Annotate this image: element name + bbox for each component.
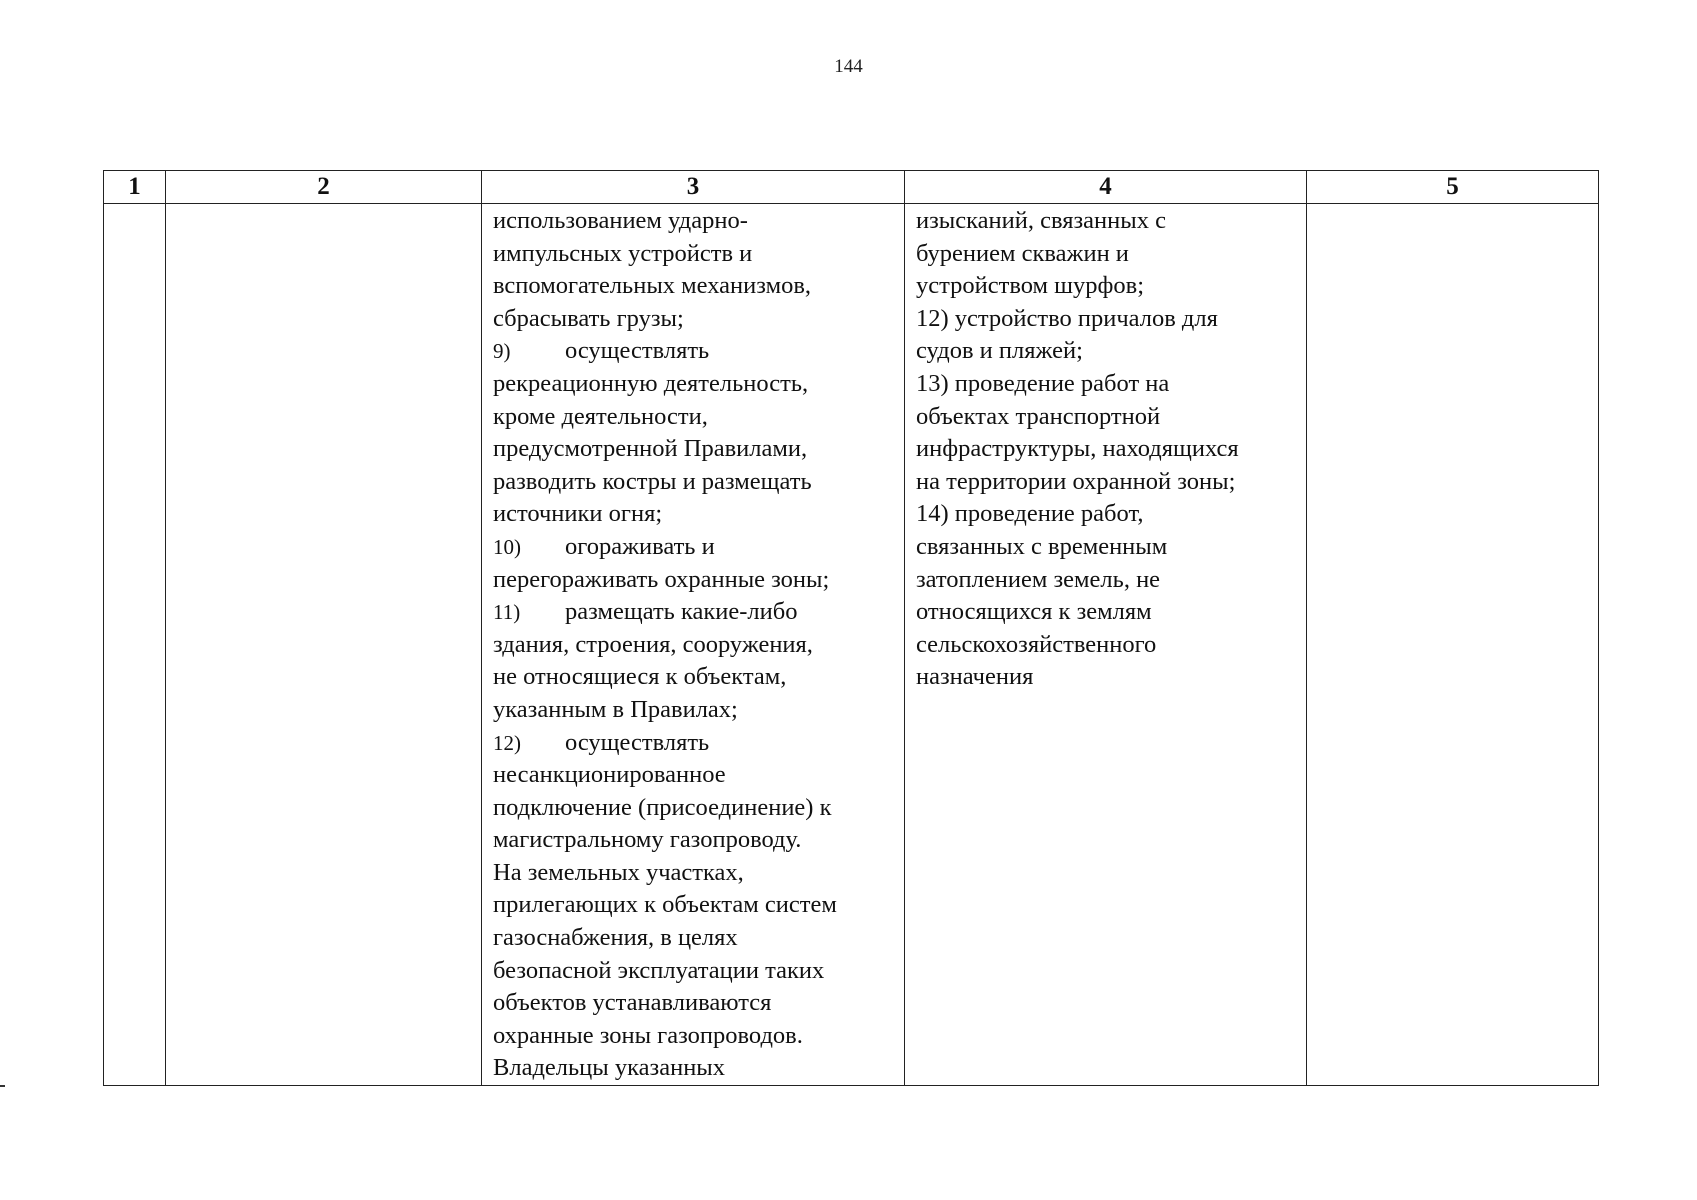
text-line	[916, 270, 1296, 303]
line-text: осуществлять	[565, 337, 710, 365]
column-4-text	[905, 204, 1306, 694]
column-3-text	[482, 204, 904, 1085]
line-text: назначения	[916, 663, 1034, 691]
text-line	[493, 955, 894, 988]
text-line	[493, 433, 894, 466]
line-text: объектах транспортной	[916, 402, 1161, 430]
line-text: безопасной эксплуатации таких	[493, 956, 825, 984]
text-line	[916, 303, 1296, 336]
line-text: огораживать и	[565, 532, 715, 560]
line-text: бурением скважин и	[916, 239, 1129, 267]
text-line	[916, 531, 1296, 564]
text-line	[916, 466, 1296, 499]
line-text: судов и пляжей;	[916, 337, 1083, 365]
text-line	[493, 401, 894, 434]
list-item-number: 10)	[493, 534, 521, 559]
list-item-number: 11)	[493, 600, 521, 625]
line-text: Владельцы указанных	[493, 1054, 726, 1082]
text-line	[916, 368, 1296, 401]
text-line	[916, 596, 1296, 629]
line-text: подключение (присоединение) к	[493, 793, 832, 821]
line-text: сельскохозяйственного	[916, 630, 1157, 658]
text-line	[493, 792, 894, 825]
line-text: источники огня;	[493, 500, 663, 528]
line-text: прилегающих к объектам систем	[493, 891, 837, 919]
table-header-row	[104, 171, 1599, 204]
cell-col-2	[166, 204, 482, 1086]
line-text: размещать какие-либо	[565, 598, 798, 626]
text-line	[493, 303, 894, 336]
cell-col-4	[905, 204, 1307, 1086]
text-line	[493, 564, 894, 597]
text-line	[493, 759, 894, 792]
line-text: использованием ударно-	[493, 207, 748, 234]
line-text: устройством шурфов;	[916, 272, 1145, 300]
text-line	[493, 889, 894, 922]
line-text: инфраструктуры, находящихся	[916, 435, 1239, 463]
text-line	[493, 498, 894, 531]
text-line	[493, 1020, 894, 1053]
text-line	[916, 661, 1296, 694]
line-text: разводить костры и размещать	[493, 467, 812, 495]
text-line	[916, 401, 1296, 434]
column-header-2: 2	[166, 171, 482, 204]
text-line	[493, 661, 894, 694]
text-line	[493, 270, 894, 303]
line-text: магистральному газопроводу.	[493, 826, 802, 854]
line-text: На земельных участках,	[493, 858, 744, 886]
text-line	[493, 857, 894, 890]
text-line	[493, 629, 894, 662]
scan-margin-mark	[0, 1085, 5, 1087]
line-text: рекреационную деятельность,	[493, 369, 809, 397]
text-line	[493, 824, 894, 857]
line-text: 12) устройство причалов для	[916, 304, 1218, 332]
text-line	[493, 987, 894, 1020]
line-text: несанкционированное	[493, 761, 726, 789]
line-text: газоснабжения, в целях	[493, 924, 738, 952]
line-text: затоплением земель, не	[916, 565, 1161, 593]
text-line	[493, 205, 894, 238]
text-line	[916, 564, 1296, 597]
text-line	[493, 922, 894, 955]
line-text: осуществлять	[565, 728, 710, 756]
line-text: изысканий, связанных с	[916, 207, 1166, 234]
text-line	[493, 694, 894, 727]
table-row	[104, 204, 1599, 1086]
list-item-number: 9)	[493, 339, 511, 364]
cell-col-3	[482, 204, 905, 1086]
line-text: связанных с временным	[916, 532, 1168, 560]
column-header-3: 3	[482, 171, 905, 204]
cell-col-5	[1307, 204, 1599, 1086]
line-text: объектов устанавливаются	[493, 989, 772, 1017]
text-line	[916, 433, 1296, 466]
line-text: охранные зоны газопроводов.	[493, 1021, 803, 1049]
line-text: вспомогательных механизмов,	[493, 272, 812, 300]
column-header-4: 4	[905, 171, 1307, 204]
line-text: импульсных устройств и	[493, 239, 753, 267]
text-line	[916, 205, 1296, 238]
text-line	[916, 498, 1296, 531]
text-line	[493, 727, 894, 760]
line-text: указанным в Правилах;	[493, 695, 738, 723]
text-line	[493, 368, 894, 401]
line-text: предусмотренной Правилами,	[493, 435, 808, 463]
text-line	[916, 629, 1296, 662]
text-line	[493, 531, 894, 564]
document-table	[103, 170, 1599, 1086]
cell-col-1	[104, 204, 166, 1086]
line-text: здания, строения, сооружения,	[493, 630, 813, 658]
text-line	[493, 1052, 894, 1085]
text-line	[916, 335, 1296, 368]
text-line	[493, 335, 894, 368]
list-item-number: 12)	[493, 730, 521, 755]
line-text: не относящиеся к объектам,	[493, 663, 787, 691]
line-text: перегораживать охранные зоны;	[493, 565, 830, 593]
column-header-5: 5	[1307, 171, 1599, 204]
page-number: 144	[834, 56, 863, 77]
text-line	[493, 238, 894, 271]
text-line	[493, 596, 894, 629]
line-text: на территории охранной зоны;	[916, 467, 1236, 495]
text-line	[493, 466, 894, 499]
line-text: относящихся к землям	[916, 598, 1152, 626]
line-text: кроме деятельности,	[493, 402, 708, 430]
text-line	[916, 238, 1296, 271]
line-text: 14) проведение работ,	[916, 500, 1144, 528]
line-text: 13) проведение работ на	[916, 369, 1170, 397]
line-text: сбрасывать грузы;	[493, 304, 684, 332]
column-header-1: 1	[104, 171, 166, 204]
